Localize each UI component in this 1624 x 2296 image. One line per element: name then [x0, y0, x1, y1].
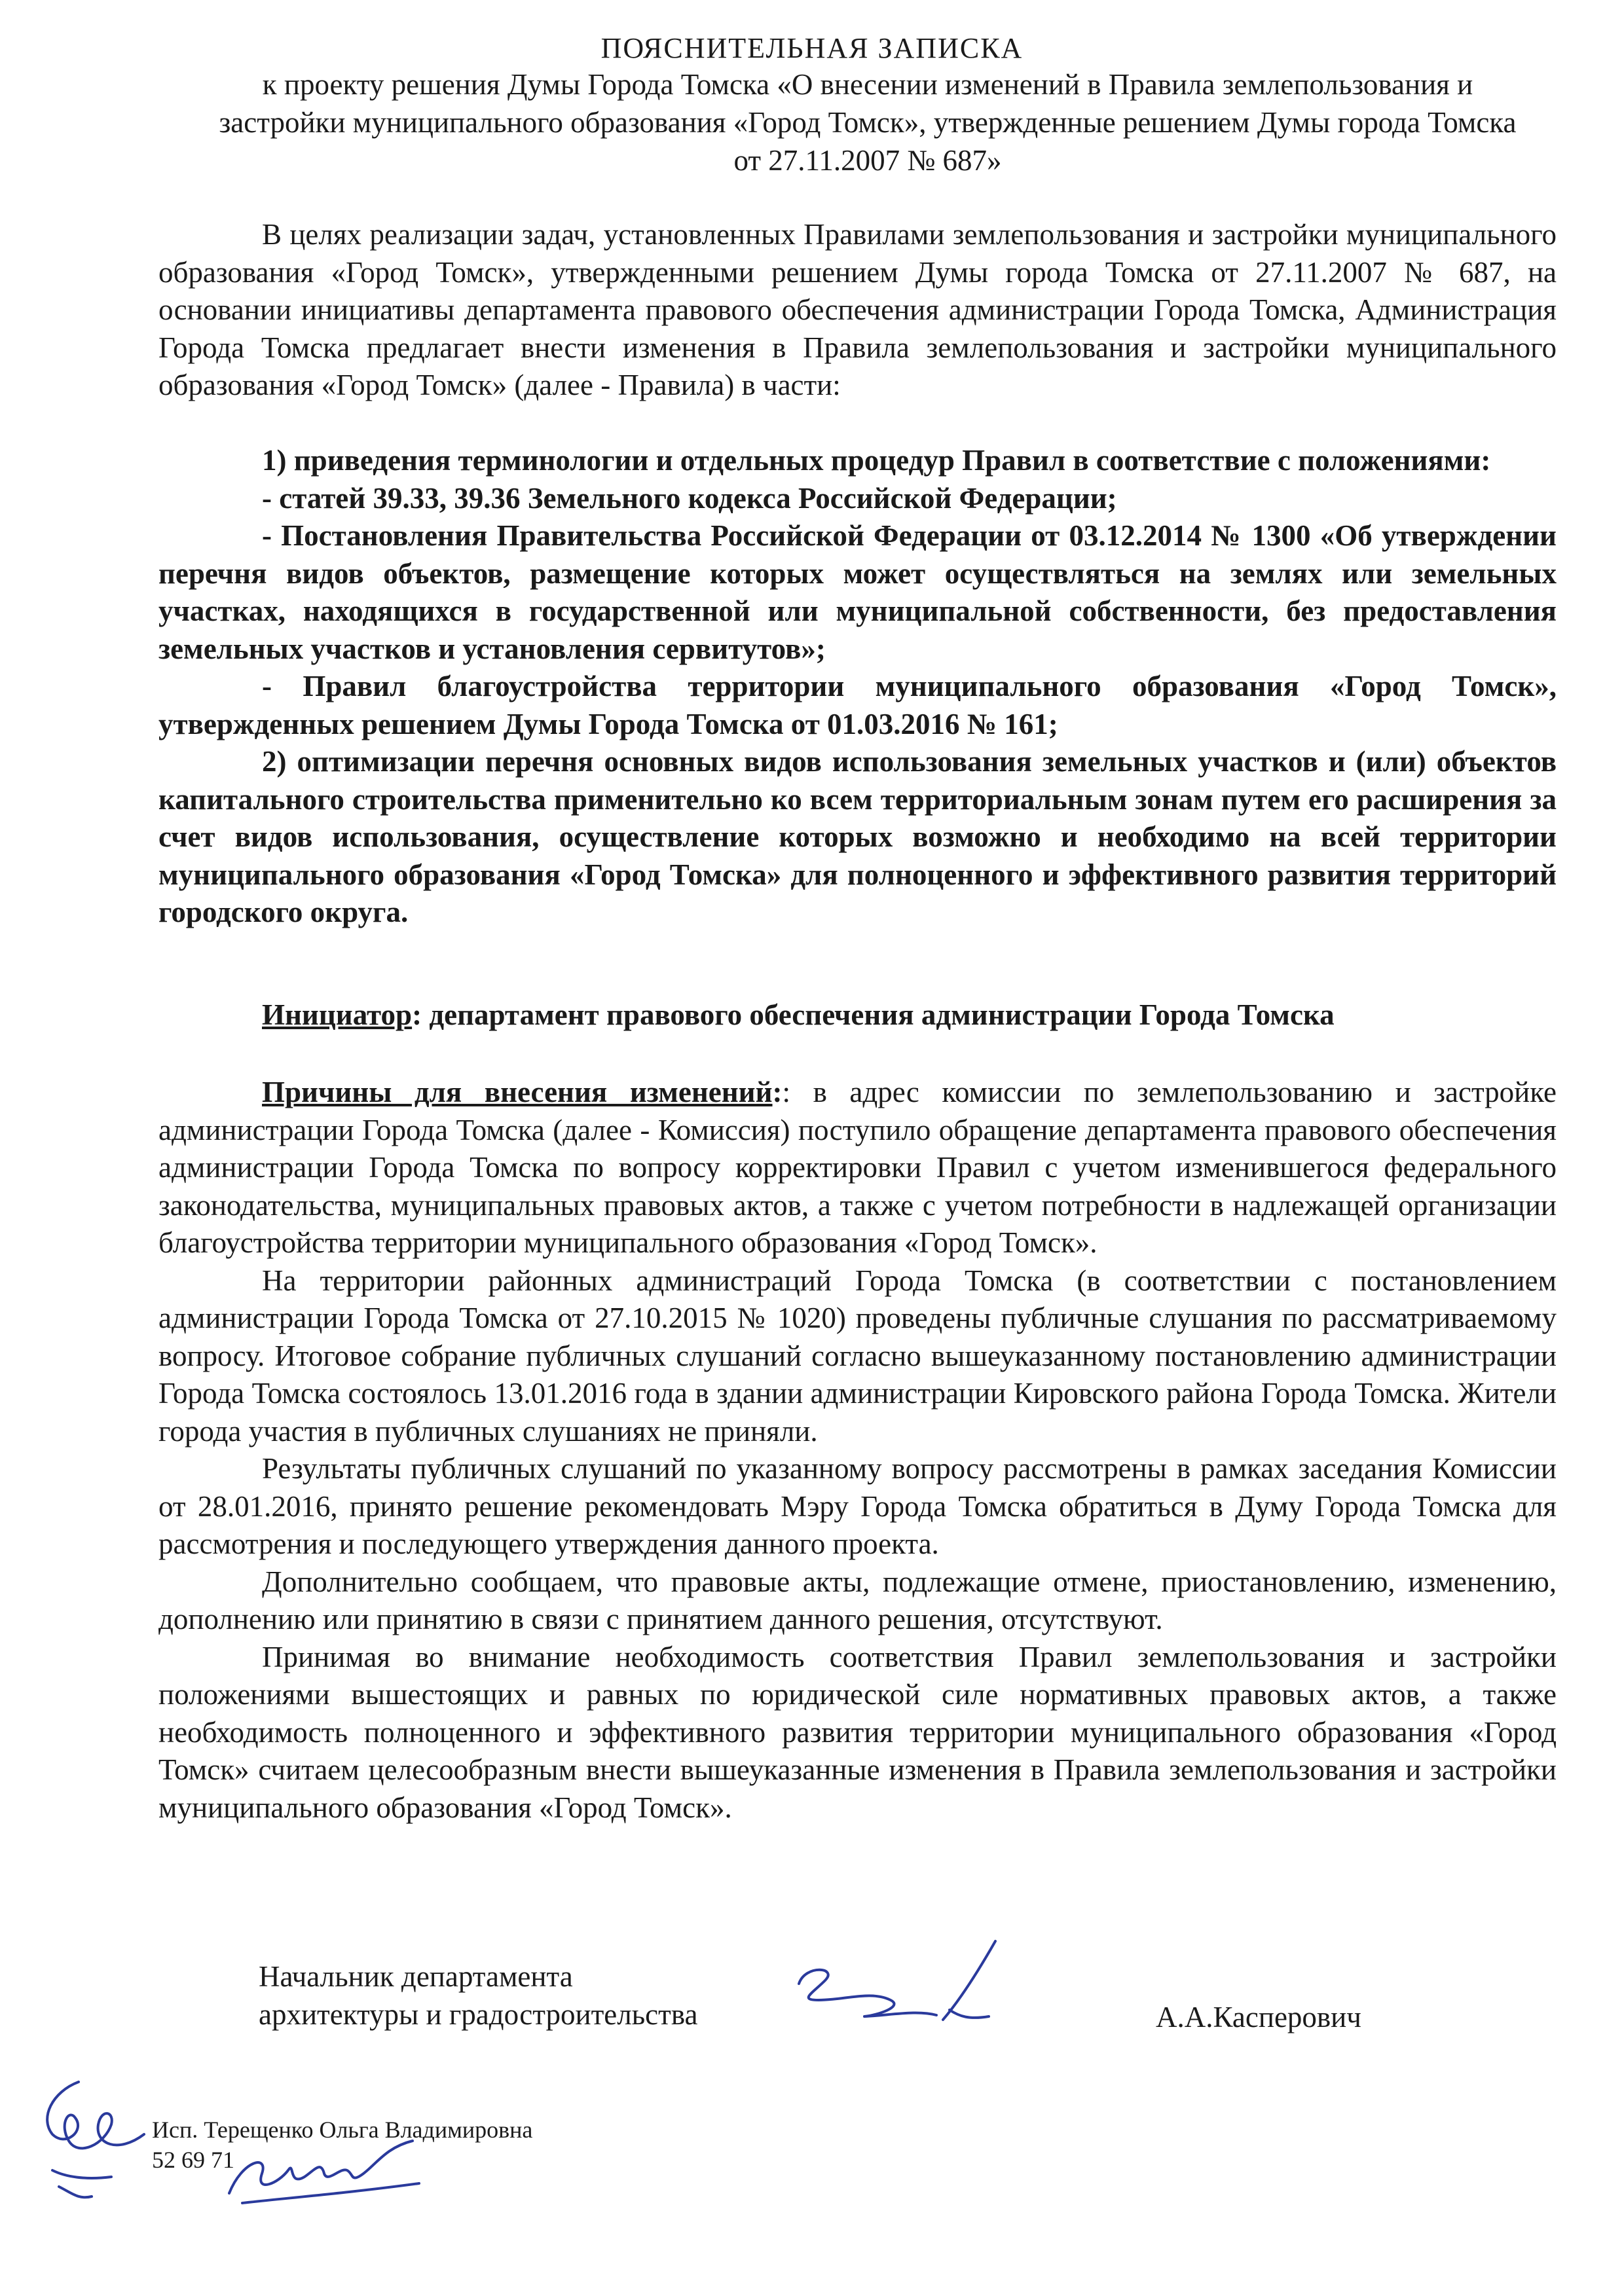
- point-1b: - Постановления Правительства Российской Федерации от 03.12.2014 № 1300 «Об утверждении перечня видов объектов, размещение которых может осуществляться на землях или земельных участках, находящихся в государственной или муниципальной собственности, без предоставления земельных участков и установления сервитутов»;: [158, 519, 1557, 665]
- executor-phone: 52 69 71: [152, 2147, 234, 2173]
- reasons-paragraph-4: Дополнительно сообщаем, что правовые акты, подлежащие отмене, приостановлению, изменению, дополнению или принятию в связи с принятием данного решения, отсутствуют.: [158, 1565, 1557, 1635]
- director-signature: [779, 1938, 1015, 2056]
- initiator-paragraph: [158, 996, 1557, 1034]
- reasons-paragraph-5: Принимая во внимание необходимость соответствия Правил землепользования и застройки положениями вышестоящих и равных по юридической силе нормативных правовых актов, а также необходимость полноценного и эффективного развития территории муниципального образования «Город Томск» считаем целесообразным внести вышеуказанные изменения в Правила землепользования и застройки муниципального образования «Город Томск».: [158, 1640, 1557, 1824]
- reasons-colon: :: [772, 1076, 783, 1108]
- intro-paragraph: В целях реализации задач, установленных Правилами землепользования и застройки муниципального образования «Город Томск», утвержденными решением Думы города Томска от 27.11.2007 № 687, на основании инициативы департамента правового обеспечения администрации Города Томска, Администрация Города Томска предлагает внести изменения в Правила землепользования и застройки муниципального образования «Город Томск» (далее - Правила) в части:: [158, 218, 1557, 401]
- signatory-position: [259, 1958, 697, 2033]
- document-subtitle: к проекту решения Думы Города Томска «О внесении изменений в Правила землепользования и застройки муниципального образования «Город Томск», утвержденные решением Думы города Томска от 27.11.2007 № 687»: [219, 68, 1517, 177]
- intro-section: [158, 216, 1557, 405]
- point-1a: - статей 39.33, 39.36 Земельного кодекса Российской Федерации;: [262, 481, 1117, 515]
- executor-signature: [216, 2121, 432, 2213]
- reasons-paragraph-2: На территории районных администраций Города Томска (в соответствии с постановлением администрации Города Томска от 27.10.2015 № 1020) проведены публичные слушания по рассматриваемому вопросу. Итоговое собрание публичных слушаний согласно вышеуказанному постановлению администрации Города Томска состоялось 13.01.2016 года в здании администрации Кировского района Города Томска. Жители города участия в публичных слушаниях не приняли.: [158, 1264, 1557, 1448]
- point-1: 1) приведения терминологии и отдельных процедур Правил в соответствие с положениями:: [262, 444, 1491, 477]
- document-title: ПОЯСНИТЕЛЬНАЯ ЗАПИСКА: [600, 32, 1024, 64]
- signatory-position-line1: Начальник департамента: [259, 1960, 573, 1993]
- initiator-label: Инициатор: [262, 998, 413, 1031]
- reasons-text: : в адрес комиссии по землепользованию и застройке администрации Города Томска (далее - Комиссия) поступило обращение департамента правового обеспечения администрации Города Томска по вопросу корректировки Правил с учетом изменившегося федерального законодательства, муниципальных правовых актов, а также с учетом потребности в надлежащей организации благоустройства территории муниципального образования «Город Томск».: [158, 1076, 1557, 1259]
- point-1c: - Правил благоустройства территории муниципального образования «Город Томск», утвержденных решением Думы Города Томска от 01.03.2016 № 161;: [158, 670, 1557, 740]
- reasons-paragraph-3: Результаты публичных слушаний по указанному вопросу рассмотрены в рамках заседания Комиссии от 28.01.2016, принято решение рекомендовать Мэру Города Томска обратиться в Думу Города Томска для рассмотрения и последующего утверждения данного проекта.: [158, 1452, 1557, 1560]
- signatory-name: А.А.Касперович: [1156, 2001, 1361, 2033]
- reasons-paragraph: [158, 1074, 1557, 1262]
- initiator-text: : департамент правового обеспечения администрации Города Томска: [412, 998, 1335, 1031]
- executor-name: Исп. Терещенко Ольга Владимировна: [152, 2117, 533, 2143]
- point-2: 2) оптимизации перечня основных видов использования земельных участков и (или) объектов капитального строительства применительно ко всем территориальным зонам путем его расширения за счет видов использования, осуществление которых возможно и необходимо на всей территории муниципального образования «Город Томска» для полноценного и эффективного развития территорий городского округа.: [158, 745, 1557, 928]
- reasons-label: Причины для внесения изменений: [262, 1076, 773, 1108]
- reasons-section: [158, 1074, 1557, 1827]
- initiator-section: [158, 996, 1557, 1034]
- points-section: [158, 442, 1557, 932]
- signatory-position-line2: архитектуры и градостроительства: [259, 1998, 698, 2031]
